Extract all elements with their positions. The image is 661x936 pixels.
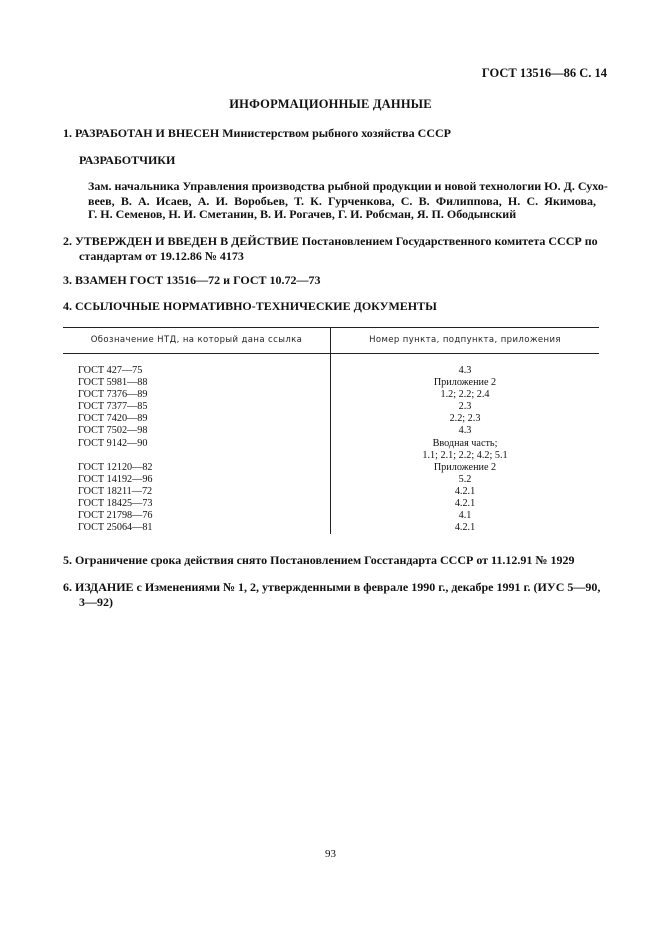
table-cell-clause: Приложение 2 (433, 461, 497, 473)
table-top-rule (63, 327, 599, 328)
table-header-clause: Номер пункта, подпункта, приложения (369, 335, 561, 345)
table-cell-clause: 4.1 (458, 510, 472, 522)
table-cell-clause: 2.2; 2.3 (449, 413, 481, 425)
table-cell-document: ГОСТ 14192—96 (78, 473, 153, 485)
item-6-edition-line-1: 6. ИЗДАНИЕ с Изменениями № 1, 2, утвержденными в феврале 1990 г., декабре 1991 г. (ИУС 5—90, (63, 580, 601, 594)
table-cell-clause: 1.2; 2.2; 2.4 (440, 389, 490, 401)
table-cell-clause: 5.2 (458, 473, 472, 485)
item-6-edition-line-2: 3—92) (79, 595, 113, 609)
table-cell-clause: 2.3 (458, 401, 472, 413)
table-cell-document: ГОСТ 9142—90 (78, 437, 148, 449)
item-1-developed: 1. РАЗРАБОТАН И ВНЕСЕН Министерством рыбного хозяйства СССР (63, 126, 451, 140)
table-cell-document: ГОСТ 12120—82 (78, 461, 153, 473)
developers-line-3: Г. Н. Семенов, Н. И. Сметанин, В. И. Рогачев, Г. И. Робсман, Я. П. Ободынский (88, 207, 517, 221)
developers-heading: РАЗРАБОТЧИКИ (79, 153, 176, 167)
table-cell-document: ГОСТ 18425—73 (78, 498, 153, 510)
table-cell-clause: 4.2.1 (454, 522, 476, 534)
table-cell-clause: Приложение 2 (433, 377, 497, 389)
item-4-references-heading: 4. ССЫЛОЧНЫЕ НОРМАТИВНО-ТЕХНИЧЕСКИЕ ДОКУМЕНТЫ (63, 299, 437, 313)
table-cell-document: ГОСТ 7376—89 (78, 389, 148, 401)
table-cell-clause: 4.3 (458, 425, 472, 437)
table-cell-document: ГОСТ 427—75 (78, 365, 143, 376)
table-cell-document: ГОСТ 7502—98 (78, 425, 148, 437)
table-cell-document: ГОСТ 21798—76 (78, 510, 153, 522)
page-title: ИНФОРМАЦИОННЫЕ ДАННЫЕ (229, 97, 432, 111)
table-cell-clause: 1.1; 2.1; 2.2; 4.2; 5.1 (422, 449, 508, 461)
table-cell-document (78, 450, 153, 462)
table-cell-clause: 4.2.1 (454, 498, 476, 510)
developers-line-2: веев, В. А. Исаев, А. И. Воробьев, Т. К. Гурченкова, С. В. Филиппова, Н. С. Якимова, (88, 194, 596, 208)
item-2-approved-line-1: 2. УТВЕРЖДЕН И ВВЕДЕН В ДЕЙСТВИЕ Постановлением Государственного комитета СССР по (63, 234, 598, 248)
developers-line-1: Зам. начальника Управления производства рыбной продукции и новой технологии Ю. Д. Сухо- (88, 179, 608, 193)
table-cell-document: ГОСТ 18211—72 (78, 485, 153, 497)
table-cell-document: ГОСТ 7377—85 (78, 401, 148, 413)
page-number: 93 (325, 848, 336, 860)
table-cell-document: ГОСТ 7420—89 (78, 413, 148, 425)
table-column-clauses (331, 365, 599, 534)
table-column-documents (78, 365, 153, 534)
item-5-validity: 5. Ограничение срока действия снято Постановлением Госстандарта СССР от 11.12.91 № 1929 (63, 553, 575, 567)
table-cell-clause: 4.2.1 (454, 485, 476, 497)
table-cell-document: ГОСТ 25064—81 (78, 522, 153, 534)
table-cell-document: ГОСТ 5981—88 (78, 377, 148, 389)
table-header-rule (63, 353, 599, 354)
table-header-document: Обозначение НТД, на который дана ссылка (90, 335, 303, 345)
table-cell-clause: 4.3 (458, 365, 472, 376)
document-reference: ГОСТ 13516—86 С. 14 (481, 66, 607, 80)
table-cell-clause: Вводная часть; (432, 437, 498, 449)
item-3-replaces: 3. ВЗАМЕН ГОСТ 13516—72 и ГОСТ 10.72—73 (63, 273, 321, 287)
item-2-approved-line-2: стандартам от 19.12.86 № 4173 (79, 249, 244, 263)
references-table (63, 327, 599, 534)
